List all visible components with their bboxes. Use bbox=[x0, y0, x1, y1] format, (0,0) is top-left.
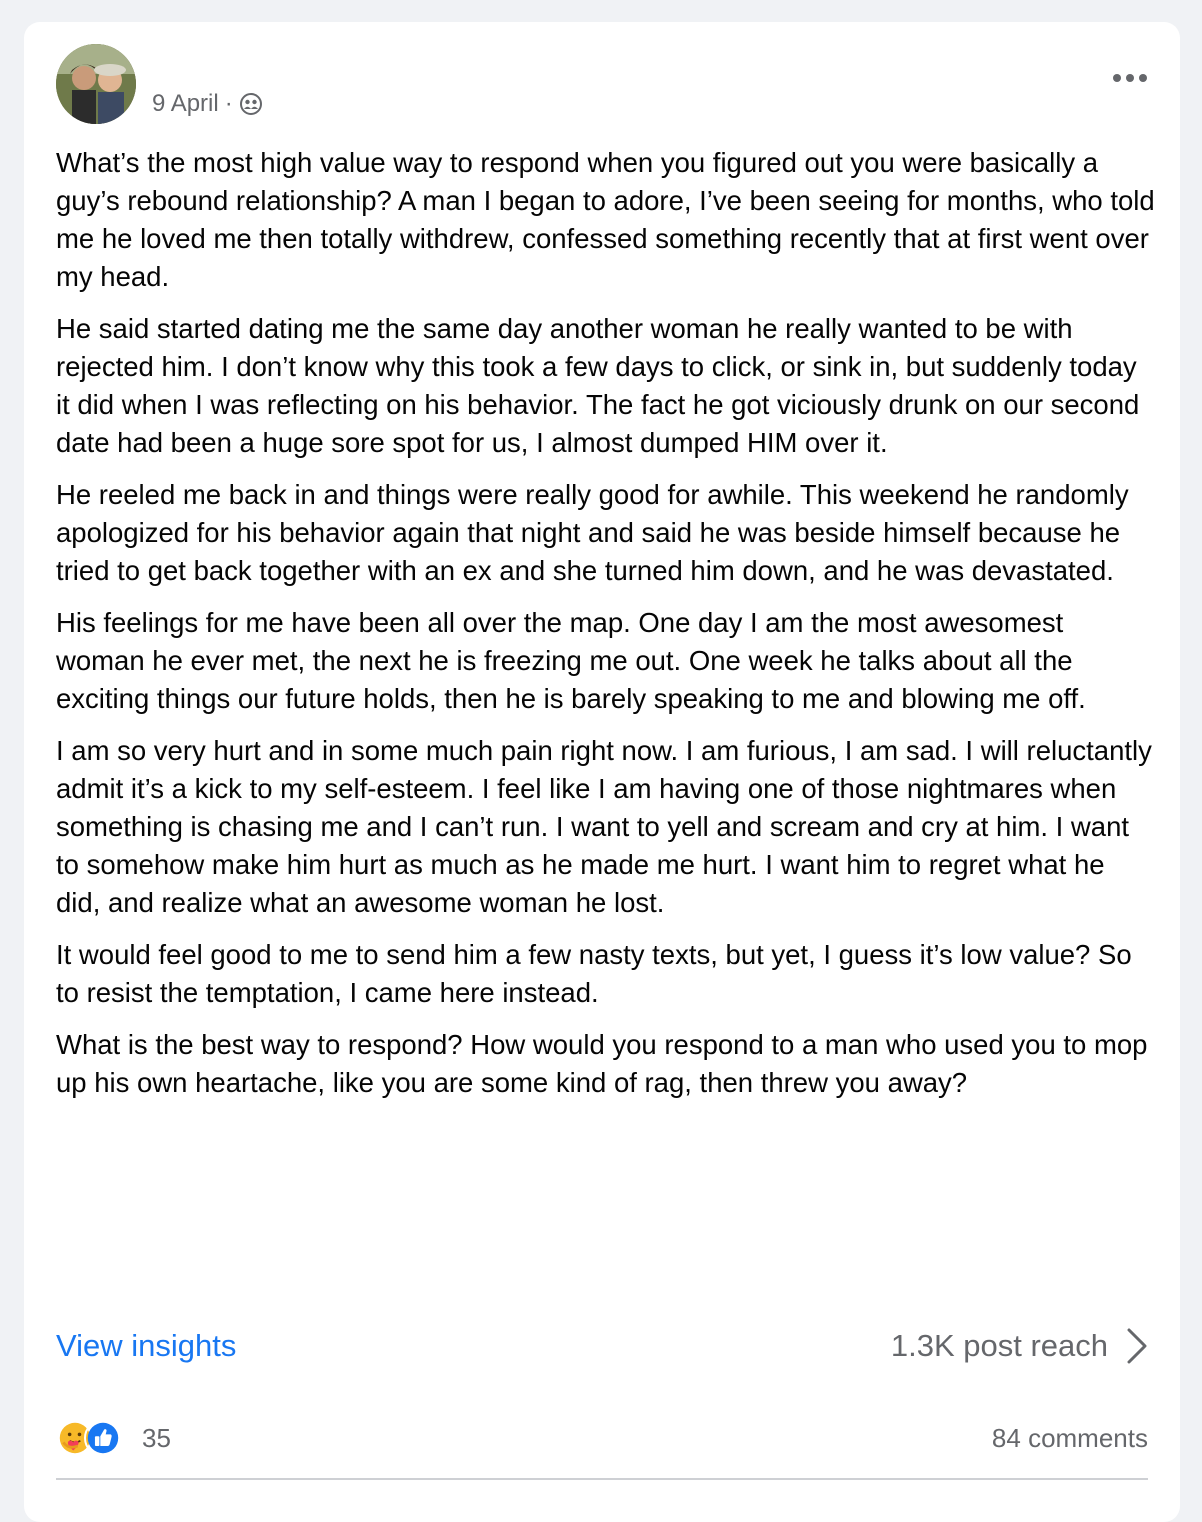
post-paragraph: His feelings for me have been all over the map. One day I am the most awesomest woman he ever met, the next he is freezing me out. One week he talks about all the exciting things our future holds, then he is barely speaking to me and blowing me off. bbox=[56, 607, 1086, 714]
like-reaction-icon bbox=[84, 1419, 122, 1457]
post-reach-label: 1.3K post reach bbox=[890, 1328, 1108, 1363]
post-paragraph: It would feel good to me to send him a few nasty texts, but yet, I guess it’s low value? So to resist the temptation, I came here instead. bbox=[56, 939, 1132, 1008]
post-date[interactable]: 9 April bbox=[152, 90, 219, 117]
comments-count-link[interactable]: 84 comments bbox=[991, 1422, 1148, 1453]
post-paragraph: I am so very hurt and in some much pain right now. I am furious, I am sad. I will reluctantly admit it’s a kick to my self-esteem. I feel like I am having one of those nightmares when something is chasing me and I can’t run. I want to yell and scream and cry at him. I want to somehow make him hurt as much as he made me hurt. I want him to regret what he did, and realize what an awesome woman he lost. bbox=[56, 735, 1152, 918]
view-insights-link[interactable]: View insights bbox=[56, 1328, 237, 1363]
post-paragraph: He said started dating me the same day another woman he really wanted to be with rejected him. I don’t know why this took a few days to click, or sink in, but suddenly today it did when I was reflecting on his behavior. The fact he got viciously drunk on our second date had been a huge sore spot for us, I almost dumped HIM over it. bbox=[56, 313, 1140, 458]
post-text bbox=[56, 144, 1156, 1116]
meta-separator: · bbox=[224, 90, 233, 117]
post-reach-button[interactable] bbox=[891, 1327, 1148, 1365]
reaction-count: 35 bbox=[142, 1422, 171, 1453]
post-card bbox=[24, 22, 1180, 1522]
engagement-row bbox=[56, 1414, 1148, 1462]
divider bbox=[56, 1478, 1148, 1480]
more-options-icon bbox=[1112, 73, 1148, 83]
post-meta bbox=[152, 90, 263, 118]
more-options-button[interactable] bbox=[1106, 64, 1154, 92]
reactions-summary[interactable] bbox=[56, 1419, 171, 1457]
insights-row bbox=[56, 1322, 1148, 1370]
chevron-right-icon bbox=[1126, 1327, 1148, 1365]
group-members-icon[interactable] bbox=[239, 92, 263, 116]
author-avatar[interactable] bbox=[56, 44, 136, 124]
post-paragraph: What is the best way to respond? How would you respond to a man who used you to mop up his own heartache, like you are some kind of rag, then threw you away? bbox=[56, 1029, 1148, 1098]
post-paragraph: He reeled me back in and things were really good for awhile. This weekend he randomly apologized for his behavior again that night and said he was beside himself because he tried to get back together with an ex and she turned him down, and he was devastated. bbox=[56, 479, 1129, 586]
post-paragraph: What’s the most high value way to respond when you figured out you were basically a guy’s rebound relationship? A man I began to adore, I’ve been seeing for months, who told me he loved me then totally withdrew, confessed something recently that at first went over my head. bbox=[56, 147, 1155, 292]
